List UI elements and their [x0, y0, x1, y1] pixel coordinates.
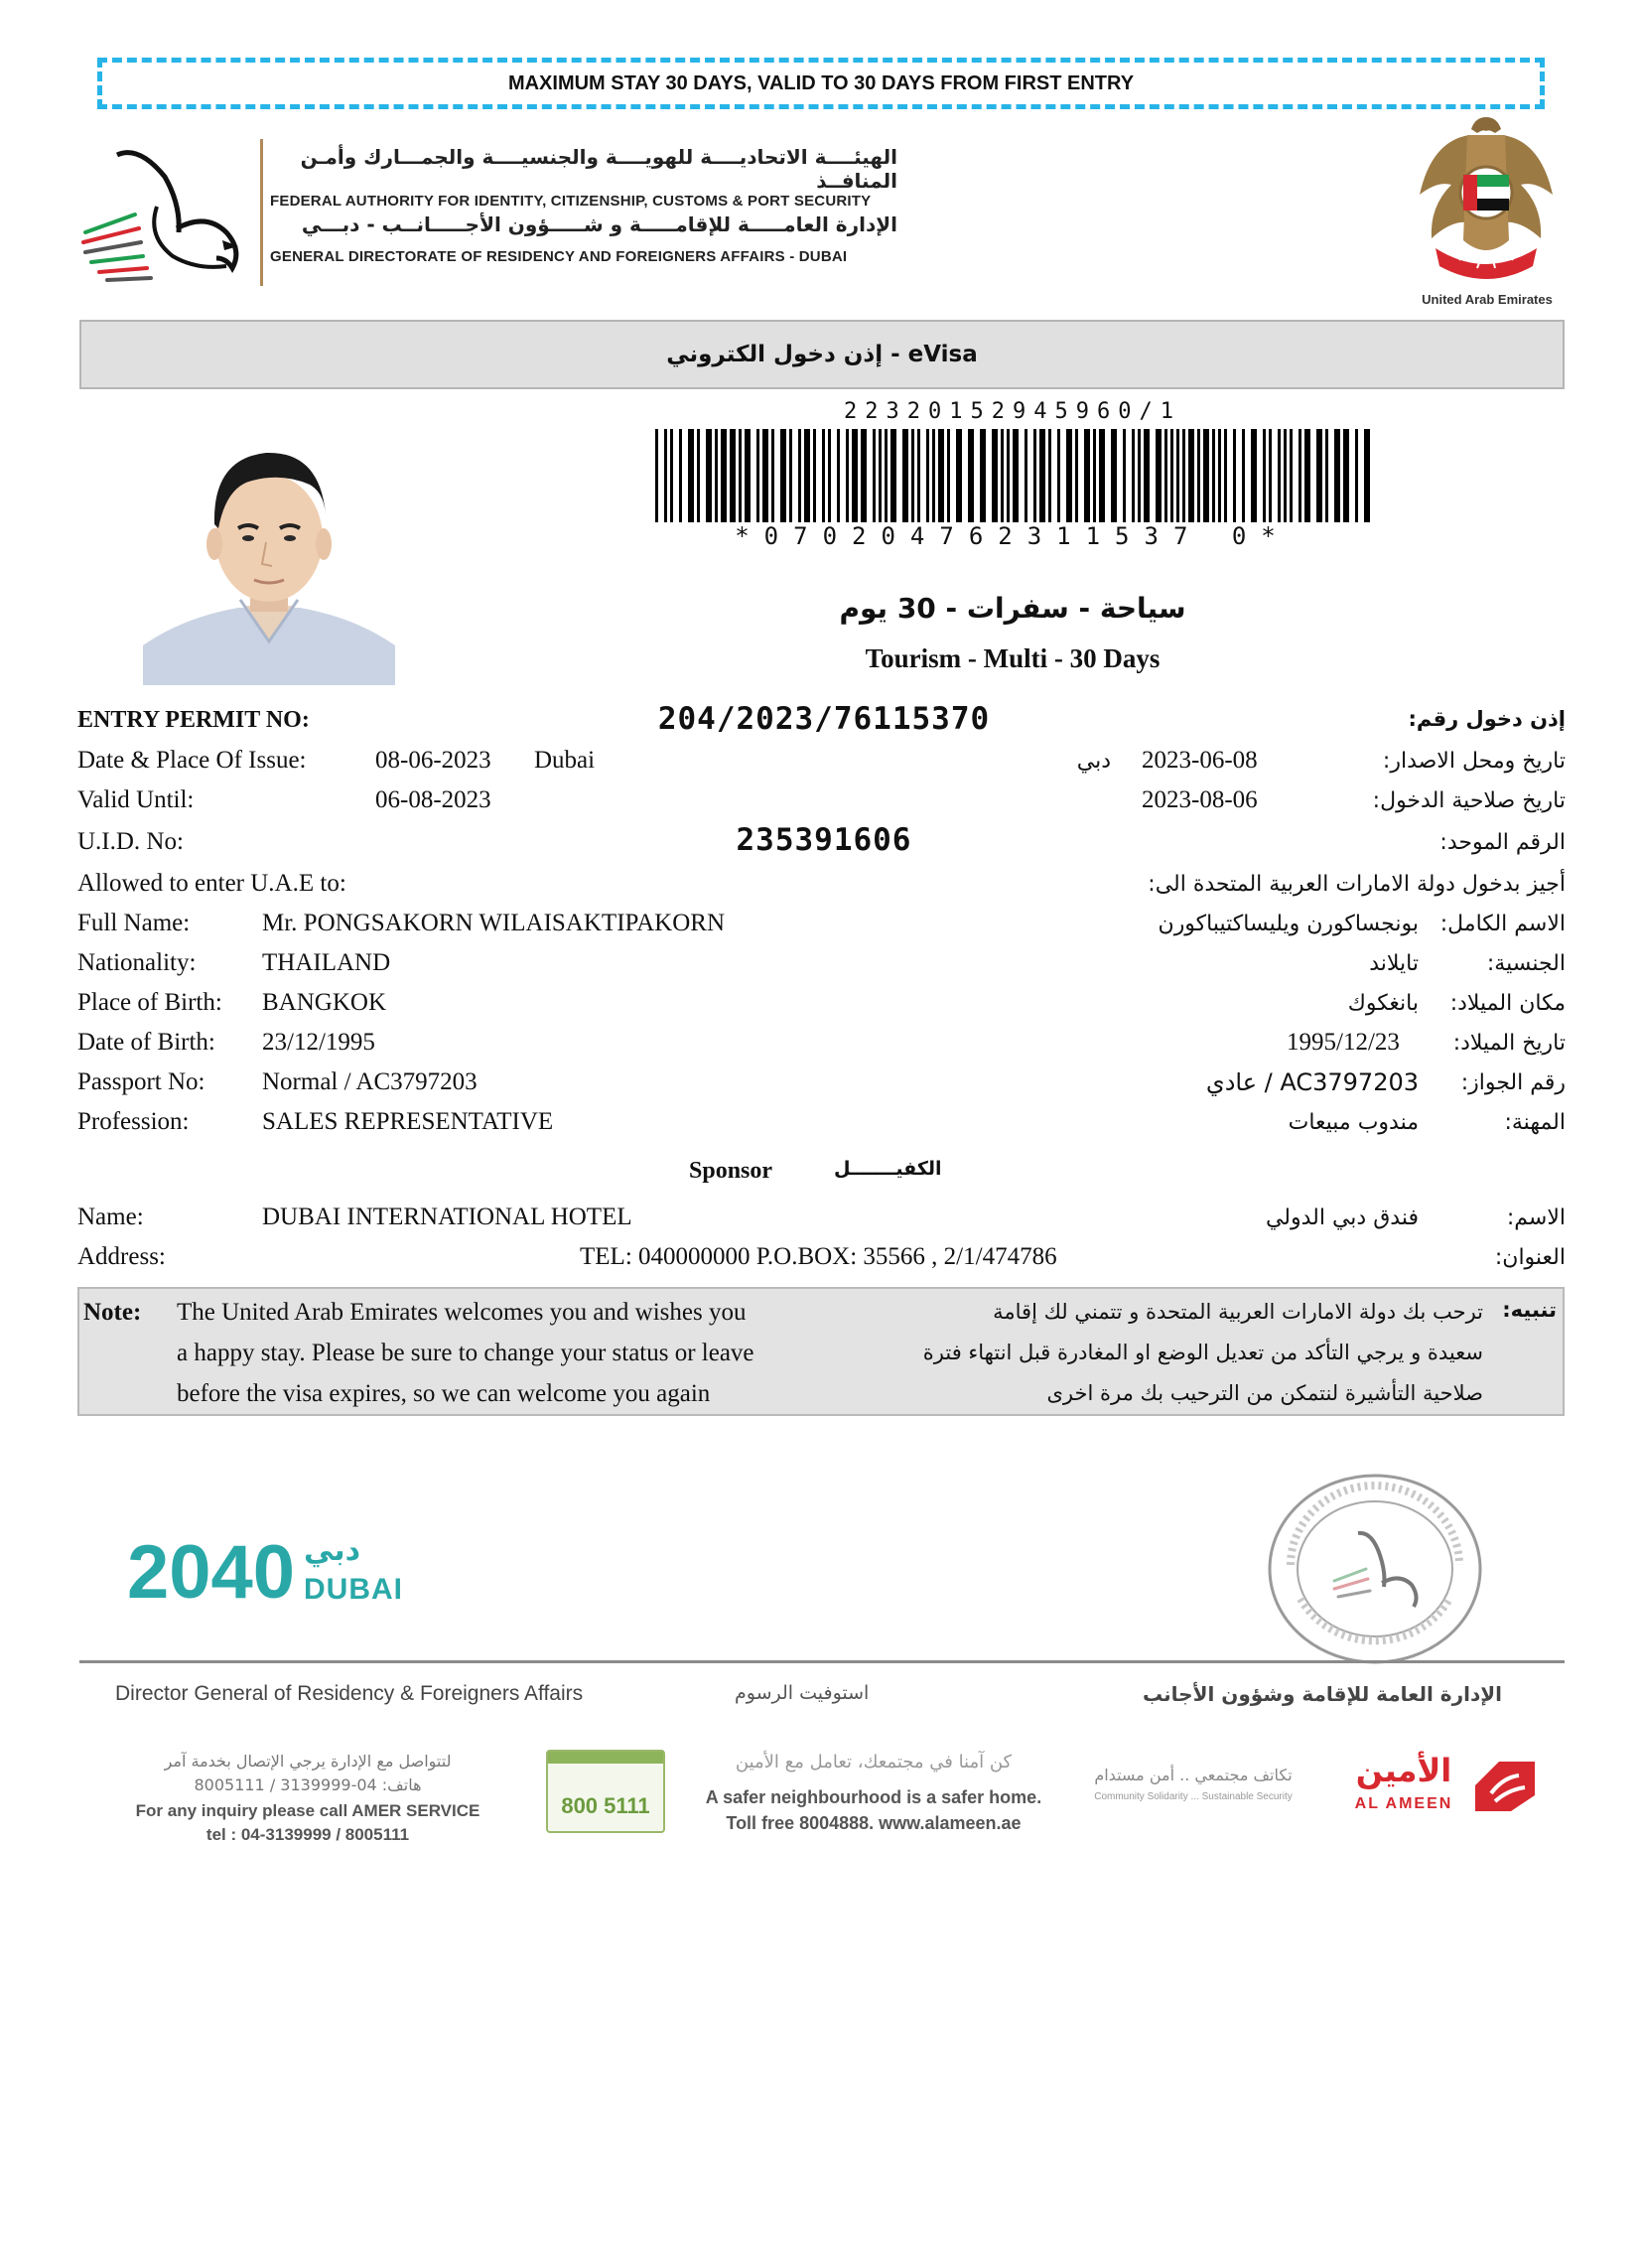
passport-label-en: Passport No: — [77, 1068, 205, 1095]
uid-number: 235391606 — [736, 822, 912, 858]
barcode-bar — [968, 429, 974, 522]
dubai-2040-number: 2040 — [127, 1530, 296, 1615]
full-name-ar: بونجساكورن ويليساكتيباكورن — [1158, 912, 1419, 936]
visa-type-ar: سياحة - سفرات - 30 يوم — [839, 592, 1186, 625]
barcode-bar — [1007, 429, 1010, 522]
barcode-bar — [890, 429, 896, 522]
sponsor-address-label-ar: العنوان: — [1494, 1245, 1566, 1270]
footer-director-ar: الإدارة العامة للإقامة وشؤون الأجانب — [1142, 1682, 1502, 1706]
alameen-tagline-en: A safer neighbourhood is a safer home. — [705, 1787, 1042, 1807]
profession-label-ar: المهنة: — [1504, 1110, 1566, 1135]
note-label-ar: تنبيه: — [1502, 1298, 1557, 1322]
note-label-en: Note: — [83, 1299, 142, 1326]
barcode-bar — [911, 429, 914, 522]
amer-service-number: 800 5111 — [561, 1793, 650, 1818]
barcode-bar — [980, 429, 986, 522]
barcode-bar — [670, 429, 673, 522]
authority-name-ar: الهيئــــة الاتحاديــــة للهويــــة والجنسيــــة والجمـــارك وأمـن المنافــذ — [300, 145, 897, 193]
barcode-bar — [798, 429, 801, 522]
dob-label-ar: تاريخ الميلاد: — [1452, 1031, 1566, 1056]
full-name-en: Mr. PONGSAKORN WILAISAKTIPAKORN — [262, 910, 726, 936]
issue-date-en: 08-06-2023 — [375, 747, 491, 774]
dob-label-en: Date of Birth: — [77, 1029, 215, 1056]
barcode-bar — [1218, 429, 1221, 522]
pob-en: BANGKOK — [262, 989, 386, 1016]
issue-date-ar: 2023-06-08 — [1142, 747, 1258, 774]
barcode-bar — [804, 429, 810, 522]
barcode-bar — [1132, 429, 1135, 522]
barcode-bar — [1364, 429, 1370, 522]
barcode-bar — [1355, 429, 1358, 522]
issue-place-en: Dubai — [534, 747, 596, 774]
footer-fees-ar: استوفيت الرسوم — [735, 1682, 870, 1704]
barcode-bar — [1224, 429, 1227, 522]
barcode-bar — [1316, 429, 1322, 522]
note-line-en: a happy stay. Please be sure to change your status or leave — [177, 1340, 754, 1366]
name-label-en: Full Name: — [77, 910, 191, 936]
note-line-en: before the visa expires, so we can welcome you again — [177, 1380, 711, 1407]
directorate-name-en: GENERAL DIRECTORATE OF RESIDENCY AND FOREIGNERS AFFAIRS - DUBAI — [270, 248, 848, 265]
barcode-bar — [1176, 429, 1179, 522]
note-line-en: The United Arab Emirates welcomes you and wishes you — [177, 1299, 747, 1326]
footer-divider — [79, 1660, 1565, 1663]
barcode-bar — [837, 429, 840, 522]
barcode-bar — [721, 429, 727, 522]
name-label-ar: الاسم الكامل: — [1439, 912, 1566, 936]
note-box — [77, 1287, 1565, 1416]
alameen-logo-ar: الأمين — [1355, 1752, 1452, 1789]
barcode-bar — [730, 429, 736, 522]
barcode-bar — [715, 429, 718, 522]
dubai-2040-ar: دبي — [304, 1533, 361, 1568]
nationality-ar: تايلاند — [1369, 951, 1419, 976]
note-text-en — [177, 1292, 852, 1414]
dob-ar: 1995/12/23 — [1287, 1029, 1400, 1056]
barcode-bar — [813, 429, 816, 522]
barcode — [655, 429, 1370, 522]
barcode-bar — [697, 429, 700, 522]
valid-date-ar: 2023-08-06 — [1142, 786, 1258, 813]
barcode-bar — [789, 429, 792, 522]
barcode-bar — [1001, 429, 1004, 522]
barcode-bar — [861, 429, 867, 522]
barcode-bar — [1188, 429, 1194, 522]
directorate-name-ar: الإدارة العامـــــة للإقامـــــة و شـــــؤون الأجـــــانــب - دبـــي — [301, 213, 897, 236]
pob-label-ar: مكان الميلاد: — [1449, 991, 1566, 1016]
amer-phone-en: tel : 04-3139999 / 8005111 — [205, 1825, 410, 1844]
barcode-bar — [846, 429, 849, 522]
barcode-bar — [762, 429, 768, 522]
barcode-bar — [926, 429, 929, 522]
visa-type-en: Tourism - Multi - 30 Days — [865, 643, 1161, 673]
barcode-bottom-number: *070204762311537 0* — [735, 522, 1291, 550]
amer-service-badge — [546, 1750, 665, 1833]
uae-emblem-icon — [1412, 111, 1561, 288]
barcode-bar — [1048, 429, 1051, 522]
barcode-bar — [938, 429, 944, 522]
amer-contact-ar: لتتواصل مع الإدارة يرجي الإتصال بخدمة آمر — [164, 1752, 452, 1771]
nationality-label-ar: الجنسية: — [1486, 951, 1566, 976]
barcode-bar — [655, 429, 658, 522]
barcode-bar — [771, 429, 774, 522]
sponsor-address: TEL: 040000000 P.O.BOX: 35566 , 2/1/474786 — [580, 1243, 1057, 1270]
barcode-bar — [1039, 429, 1045, 522]
barcode-bar — [1269, 429, 1272, 522]
issue-label-en: Date & Place Of Issue: — [77, 747, 307, 774]
barcode-bar — [1156, 429, 1162, 522]
barcode-bar — [1212, 429, 1215, 522]
barcode-bar — [1197, 429, 1200, 522]
pob-ar: بانغكوك — [1347, 991, 1419, 1016]
profession-ar: مندوب مبيعات — [1288, 1110, 1419, 1135]
nationality-en: THAILAND — [262, 949, 391, 976]
barcode-bar — [1099, 429, 1105, 522]
barcode-bar — [1203, 429, 1209, 522]
alameen-tagline-ar: كن آمنا في مجتمعك، تعامل مع الأمين — [735, 1752, 1013, 1772]
evisa-title-bar — [79, 320, 1565, 389]
sponsor-name-label-en: Name: — [77, 1204, 144, 1230]
sponsor-heading-ar: الكفيـــــــل — [834, 1158, 942, 1180]
barcode-bar — [664, 429, 667, 522]
passport-ar: AC3797203 / عادي — [1205, 1068, 1419, 1096]
allowed-label-en: Allowed to enter U.A.E to: — [77, 870, 346, 897]
authority-name-en: FEDERAL AUTHORITY FOR IDENTITY, CITIZENSHIP, CUSTOMS & PORT SECURITY — [270, 193, 872, 210]
barcode-bar — [1057, 429, 1060, 522]
barcode-bar — [1093, 429, 1096, 522]
authority-falcon-logo — [77, 137, 248, 286]
profession-label-en: Profession: — [77, 1108, 190, 1135]
sponsor-name-en: DUBAI INTERNATIONAL HOTEL — [262, 1204, 632, 1230]
dob-en: 23/12/1995 — [262, 1029, 375, 1056]
evisa-title: إذن دخول الكتروني - eVisa — [666, 342, 978, 367]
uid-label-en: U.I.D. No: — [77, 828, 184, 855]
emblem-caption: United Arab Emirates — [1422, 292, 1553, 307]
barcode-bar — [1138, 429, 1141, 522]
barcode-bar — [679, 429, 682, 522]
pob-label-en: Place of Birth: — [77, 989, 222, 1016]
barcode-bar — [822, 429, 825, 522]
barcode-bar — [852, 429, 858, 522]
barcode-bar — [1278, 429, 1281, 522]
logo-divider — [260, 139, 263, 286]
barcode-bar — [1084, 429, 1090, 522]
uid-label-ar: الرقم الموحد: — [1439, 830, 1566, 855]
note-line-ar: صلاحية التأشيرة لنتمكن من الترحيب بك مرة اخرى — [1046, 1381, 1483, 1405]
passport-label-ar: رقم الجواز: — [1460, 1070, 1566, 1095]
barcode-bar — [947, 429, 950, 522]
note-line-ar: سعيدة و يرجي التأكد من تعديل الوضع او المغادرة قبل انتهاء فترة — [922, 1341, 1483, 1364]
sponsor-name-label-ar: الاسم: — [1506, 1205, 1566, 1230]
valid-date-en: 06-08-2023 — [375, 786, 491, 813]
barcode-bar — [1334, 429, 1340, 522]
barcode-bar — [1144, 429, 1150, 522]
valid-label-en: Valid Until: — [77, 786, 195, 813]
barcode-bar — [706, 429, 712, 522]
barcode-bar — [780, 429, 786, 522]
alameen-logo-en: AL AMEEN — [1354, 1795, 1453, 1812]
solidarity-en: Community Solidarity ... Sustainable Security — [1094, 1791, 1293, 1802]
barcode-bar — [1299, 429, 1301, 522]
barcode-bar — [1233, 429, 1236, 522]
barcode-bar — [1304, 429, 1310, 522]
barcode-bar — [1290, 429, 1293, 522]
passport-en: Normal / AC3797203 — [262, 1068, 478, 1095]
barcode-top-number: 22320152945960/1 — [844, 399, 1181, 424]
alameen-hand-icon — [1469, 1756, 1541, 1815]
barcode-bar — [873, 429, 876, 522]
barcode-bar — [756, 429, 759, 522]
barcode-bar — [1251, 429, 1257, 522]
solidarity-ar: تكاتف مجتمعي .. أمن مستدام — [1094, 1766, 1293, 1784]
barcode-bar — [917, 429, 920, 522]
note-text-ar — [848, 1292, 1483, 1414]
dubai-2040-en: DUBAI — [304, 1573, 403, 1606]
barcode-bar — [1013, 429, 1019, 522]
barcode-bar — [1025, 429, 1027, 522]
barcode-bar — [1111, 429, 1117, 522]
sponsor-name-ar: فندق دبي الدولي — [1265, 1205, 1419, 1230]
applicant-photo — [143, 429, 395, 685]
issue-place-ar: دبي — [1076, 749, 1111, 774]
entry-permit-number: 204/2023/76115370 — [657, 701, 991, 737]
barcode-bar — [902, 429, 908, 522]
barcode-bar — [1284, 429, 1287, 522]
amer-contact-en: For any inquiry please call AMER SERVICE — [135, 1801, 480, 1820]
barcode-bar — [879, 429, 882, 522]
barcode-bar — [828, 429, 831, 522]
entry-permit-label-ar: إذن دخول رقم: — [1408, 707, 1566, 731]
issue-label-ar: تاريخ ومحل الاصدار: — [1382, 749, 1566, 774]
nationality-label-en: Nationality: — [77, 949, 197, 976]
validity-banner: MAXIMUM STAY 30 DAYS, VALID TO 30 DAYS FROM FIRST ENTRY — [97, 58, 1545, 109]
official-stamp — [1261, 1470, 1489, 1668]
barcode-bar — [1033, 429, 1036, 522]
sponsor-heading-en: Sponsor — [689, 1158, 773, 1184]
barcode-bar — [1066, 429, 1072, 522]
alameen-tollfree: Toll free 8004888. www.alameen.ae — [726, 1813, 1022, 1833]
sponsor-address-label-en: Address: — [77, 1243, 166, 1270]
profession-en: SALES REPRESENTATIVE — [262, 1108, 554, 1135]
barcode-bar — [688, 429, 694, 522]
entry-permit-label-en: ENTRY PERMIT NO: — [77, 707, 310, 733]
amer-phone-ar: هاتف: 04-3139999 / 8005111 — [194, 1775, 422, 1794]
barcode-bar — [956, 429, 962, 522]
barcode-bar — [932, 429, 935, 522]
note-line-ar: ترحب بك دولة الامارات العربية المتحدة و تتمني لك إقامة — [993, 1300, 1483, 1324]
barcode-bar — [1075, 429, 1078, 522]
barcode-bar — [992, 429, 998, 522]
barcode-bar — [1123, 429, 1126, 522]
barcode-bar — [1263, 429, 1266, 522]
barcode-bar — [739, 429, 742, 522]
barcode-bar — [1170, 429, 1173, 522]
allowed-label-ar: أجيز بدخول دولة الامارات العربية المتحدة الى: — [1148, 872, 1566, 897]
footer-director-en: Director General of Residency & Foreigners Affairs — [115, 1682, 584, 1705]
barcode-bar — [885, 429, 888, 522]
barcode-bar — [1164, 429, 1167, 522]
barcode-bar — [1343, 429, 1349, 522]
barcode-bar — [745, 429, 751, 522]
barcode-bar — [1242, 429, 1245, 522]
barcode-bar — [1325, 429, 1328, 522]
valid-label-ar: تاريخ صلاحية الدخول: — [1372, 788, 1566, 813]
barcode-bar — [1182, 429, 1185, 522]
